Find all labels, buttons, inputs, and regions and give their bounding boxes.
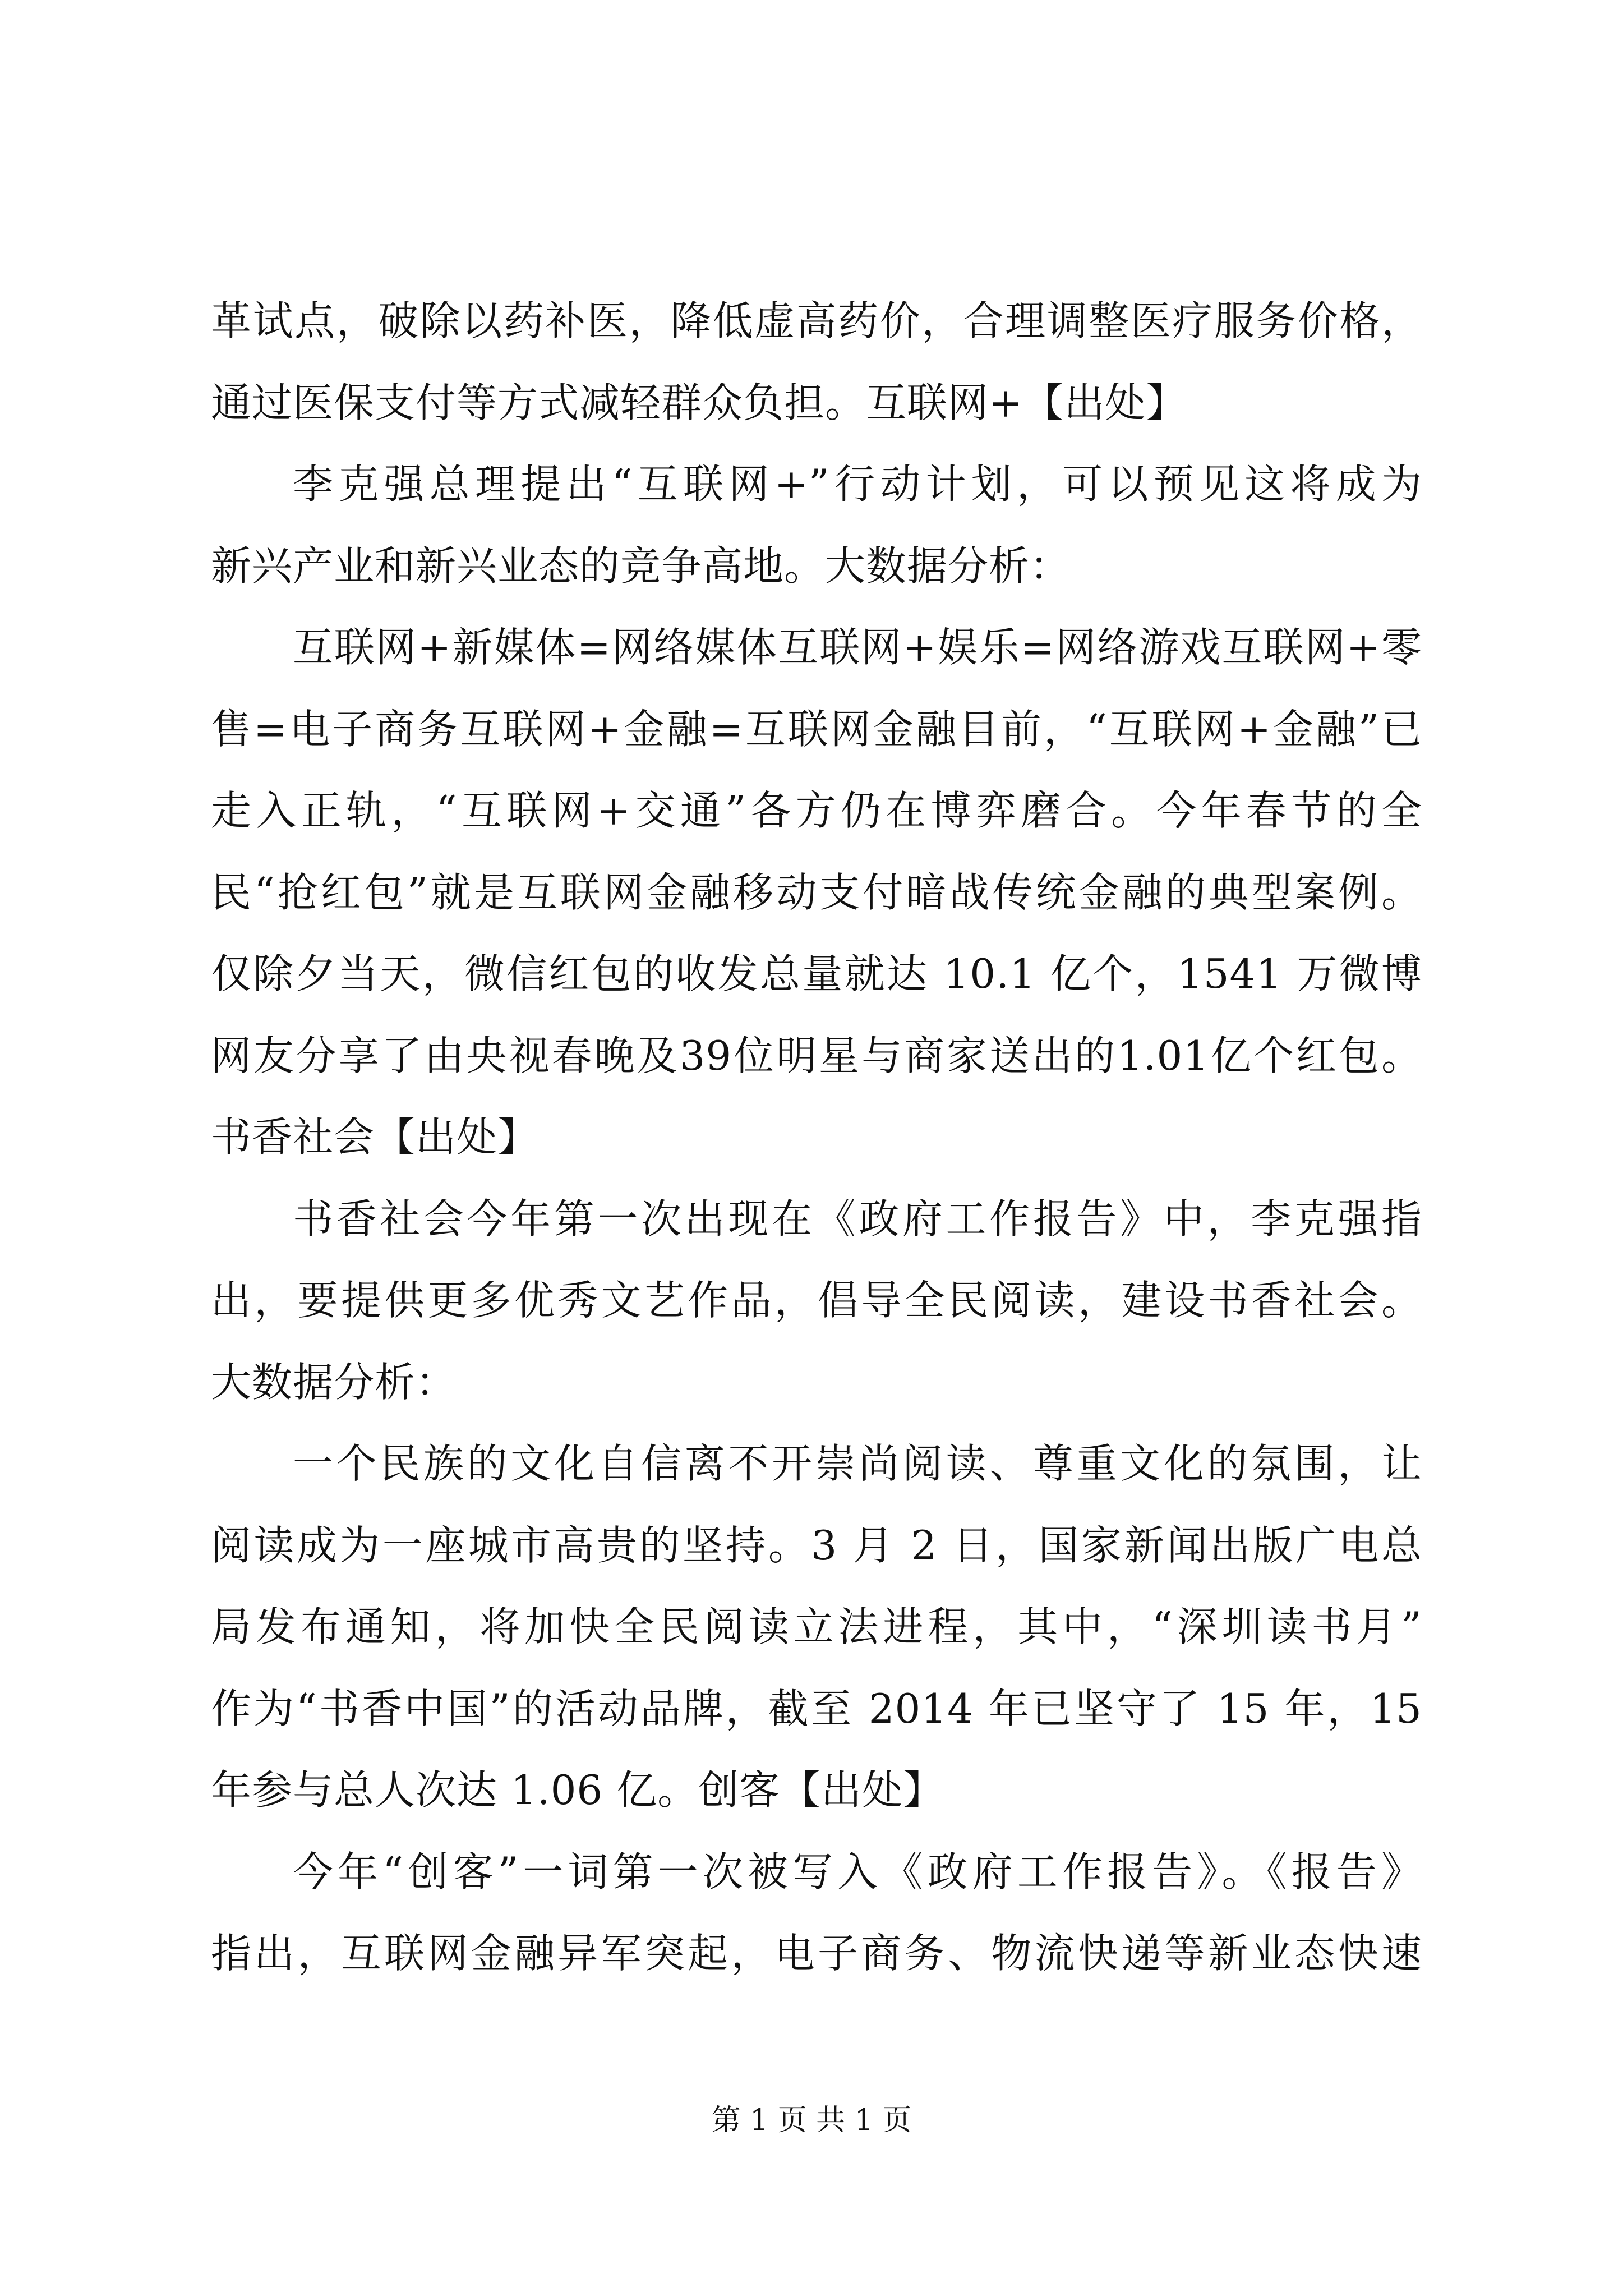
text-line: 指出，互联网金融异军突起，电子商务、物流快递等新业态快速	[211, 1930, 1422, 1977]
text-line: 售=电子商务互联网+金融=互联网金融目前，“互联网+金融”已	[211, 705, 1422, 753]
text-line: 民“抢红包”就是互联网金融移动支付暗战传统金融的典型案例。	[211, 868, 1422, 916]
text-line: 革试点，破除以药补医，降低虚高药价，合理调整医疗服务价格，	[211, 297, 1422, 344]
text-line: 通过医保支付等方式减轻群众负担。互联网+【出处】	[211, 379, 1187, 426]
text-line: 作为“书香中国”的活动品牌，截至 2014 年已坚守了 15 年，15	[211, 1685, 1422, 1732]
text-line: 阅读成为一座城市高贵的坚持。3 月 2 日，国家新闻出版广电总	[211, 1521, 1422, 1569]
text-line: 今年“创客”一词第一次被写入《政府工作报告》。《报告》	[293, 1848, 1422, 1895]
text-line: 大数据分析：	[211, 1358, 457, 1406]
text-line: 李克强总理提出“互联网+”行动计划，可以预见这将成为	[293, 461, 1422, 508]
text-line: 走入正轨，“互联网+交通”各方仍在博弈磨合。今年春节的全	[211, 787, 1422, 834]
text-line: 年参与总人次达 1.06 亿。创客【出处】	[211, 1766, 944, 1814]
text-line: 新兴产业和新兴业态的竞争高地。大数据分析：	[211, 542, 1071, 590]
text-line: 互联网+新媒体=网络媒体互联网+娱乐=网络游戏互联网+零	[293, 624, 1422, 671]
text-line: 仅除夕当天，微信红包的收发总量就达 10.1 亿个，1541 万微博	[211, 950, 1422, 997]
text-line: 局发布通知，将加快全民阅读立法进程，其中，“深圳读书月”	[211, 1603, 1422, 1650]
body-text	[211, 280, 1422, 1995]
text-line: 网友分享了由央视春晚及39位明星与商家送出的1.01亿个红包。	[211, 1032, 1422, 1079]
text-line: 书香社会【出处】	[211, 1114, 539, 1161]
text-line: 书香社会今年第一次出现在《政府工作报告》中，李克强指	[293, 1195, 1422, 1243]
text-line: 一个民族的文化自信离不开崇尚阅读、尊重文化的氛围，让	[293, 1440, 1422, 1487]
page-footer: 第 1 页 共 1 页	[711, 2104, 912, 2137]
text-line: 出，要提供更多优秀文艺作品，倡导全民阅读，建设书香社会。	[211, 1277, 1422, 1324]
